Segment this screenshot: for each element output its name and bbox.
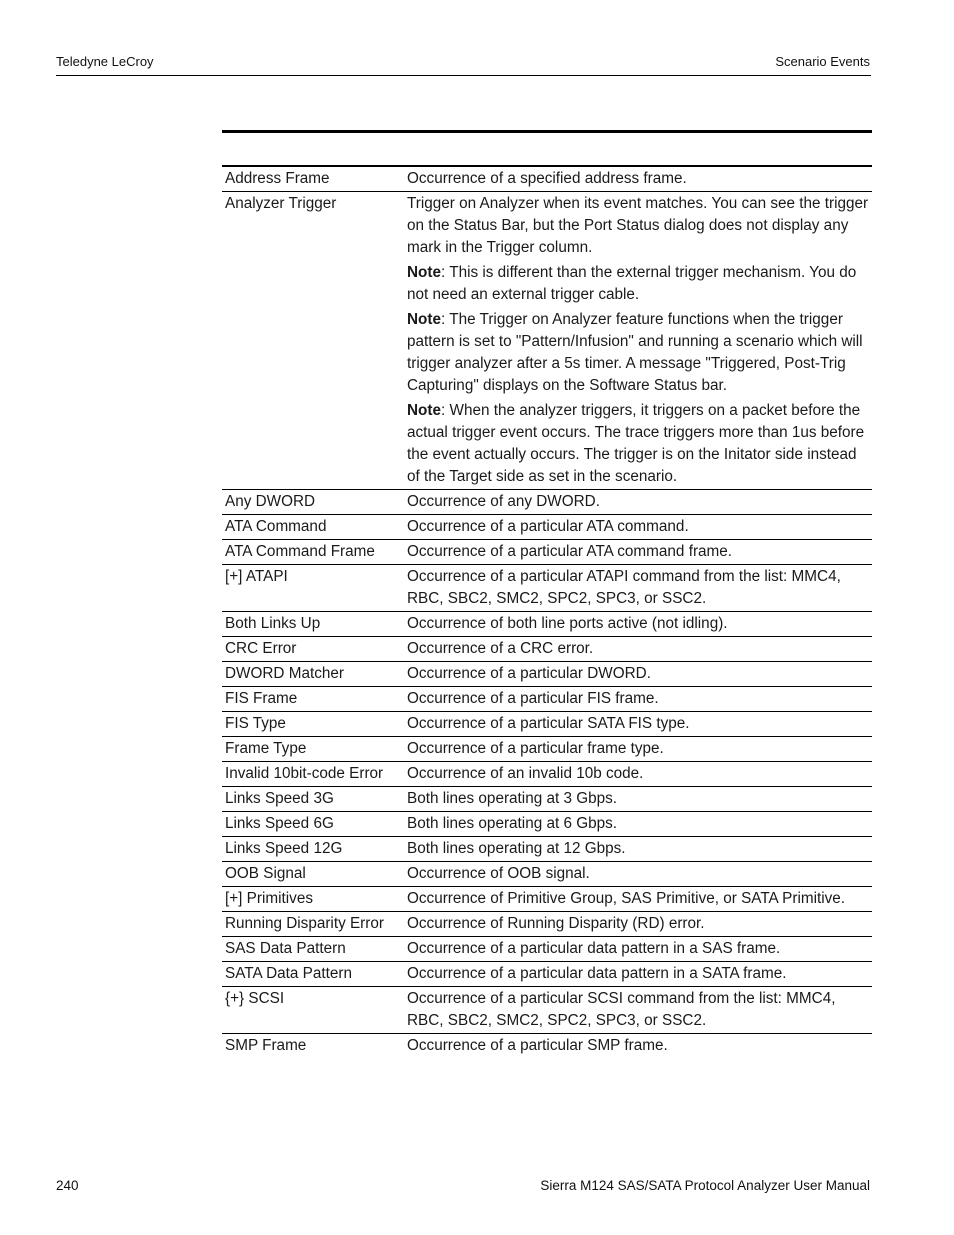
description-text: Both lines operating at 6 Gbps. [407, 815, 618, 832]
event-description [404, 812, 872, 837]
table-row [222, 987, 872, 1034]
table-row [222, 515, 872, 540]
event-name: SMP Frame [225, 1037, 307, 1054]
table-row [222, 812, 872, 837]
description-paragraph [407, 638, 869, 660]
table-row [222, 887, 872, 912]
description-paragraph [407, 888, 869, 910]
table-row [222, 787, 872, 812]
event-name: Both Links Up [225, 615, 321, 632]
description-text: Occurrence of OOB signal. [407, 865, 590, 882]
event-name: ATA Command Frame [225, 543, 375, 560]
event-description [404, 962, 872, 987]
table-row [222, 762, 872, 787]
description-text: Occurrence of both line ports active (not idling). [407, 615, 728, 632]
description-text: Occurrence of a CRC error. [407, 640, 594, 657]
description-text: Occurrence of an invalid 10b code. [407, 765, 644, 782]
event-description [404, 662, 872, 687]
description-paragraph [407, 763, 869, 785]
event-name: FIS Type [225, 715, 286, 732]
scenario-events-table [222, 165, 872, 1058]
description-paragraph [407, 663, 869, 685]
event-name: [+] Primitives [225, 890, 313, 907]
description-paragraph [407, 838, 869, 860]
note-label: Note [407, 264, 441, 281]
table-row [222, 687, 872, 712]
description-paragraph [407, 262, 869, 306]
description-text: : This is different than the external trigger mechanism. You do not need an external trigger cable. [407, 264, 857, 303]
description-paragraph [407, 988, 869, 1032]
event-name: DWORD Matcher [225, 665, 344, 682]
event-description [404, 166, 872, 192]
event-description [404, 862, 872, 887]
description-paragraph [407, 813, 869, 835]
event-description [404, 787, 872, 812]
note-label: Note [407, 311, 441, 328]
description-text: Occurrence of Primitive Group, SAS Primitive, or SATA Primitive. [407, 890, 846, 907]
description-paragraph [407, 400, 869, 488]
description-text: : When the analyzer triggers, it triggers on a packet before the actual trigger event occurs. The trace triggers more than 1us before the event actually occurs. The trigger is on the Initator side instead of the Target side as set in the scenario. [407, 402, 865, 485]
description-text: Occurrence of a particular ATA command. [407, 518, 689, 535]
description-text: Occurrence of a specified address frame. [407, 170, 687, 187]
event-description [404, 937, 872, 962]
event-name: ATA Command [225, 518, 327, 535]
table-row [222, 612, 872, 637]
description-paragraph [407, 566, 869, 610]
event-name: Address Frame [225, 170, 330, 187]
event-name: Invalid 10bit-code Error [225, 765, 384, 782]
description-paragraph [407, 963, 869, 985]
description-paragraph [407, 913, 869, 935]
event-name: FIS Frame [225, 690, 298, 707]
table-row [222, 166, 872, 192]
description-text: Occurrence of a particular SCSI command from the list: MMC4, RBC, SBC2, SMC2, SPC2, SPC3, or SSC2. [407, 990, 836, 1029]
table-row [222, 565, 872, 612]
description-text: Occurrence of a particular FIS frame. [407, 690, 659, 707]
table-row [222, 490, 872, 515]
description-text: Both lines operating at 3 Gbps. [407, 790, 618, 807]
event-description [404, 490, 872, 515]
event-description [404, 515, 872, 540]
description-text: Trigger on Analyzer when its event matches. You can see the trigger on the Status Bar, but the Port Status dialog does not display any mark in the Trigger column. [407, 195, 869, 256]
header-company: Teledyne LeCroy [56, 54, 154, 69]
table-row [222, 1034, 872, 1059]
event-description [404, 192, 872, 490]
description-text: Both lines operating at 12 Gbps. [407, 840, 626, 857]
event-name: Links Speed 6G [225, 815, 334, 832]
table-row [222, 912, 872, 937]
description-paragraph [407, 541, 869, 563]
header-section: Scenario Events [775, 54, 870, 69]
manual-title: Sierra M124 SAS/SATA Protocol Analyzer User Manual [540, 1178, 870, 1193]
description-text: : The Trigger on Analyzer feature functions when the trigger pattern is set to "Pattern/Infusion" and running a scenario which will trigger analyzer after a 5s timer. A message "Triggered, Post-Trig Capturing" displays on the Software Status bar. [407, 311, 863, 394]
description-text: Occurrence of a particular frame type. [407, 740, 664, 757]
table-top-rule [222, 130, 872, 133]
description-paragraph [407, 713, 869, 735]
table-row [222, 837, 872, 862]
description-text: Occurrence of a particular data pattern in a SAS frame. [407, 940, 781, 957]
event-name: SATA Data Pattern [225, 965, 352, 982]
event-name: Any DWORD [225, 493, 316, 510]
event-description [404, 1034, 872, 1059]
table-row [222, 737, 872, 762]
event-description [404, 687, 872, 712]
event-description [404, 887, 872, 912]
description-text: Occurrence of a particular SMP frame. [407, 1037, 668, 1054]
event-name: Running Disparity Error [225, 915, 384, 932]
description-text: Occurrence of any DWORD. [407, 493, 600, 510]
description-paragraph [407, 863, 869, 885]
table-row [222, 712, 872, 737]
description-paragraph [407, 491, 869, 513]
table-row [222, 962, 872, 987]
event-name: SAS Data Pattern [225, 940, 346, 957]
table-row [222, 637, 872, 662]
description-paragraph [407, 516, 869, 538]
description-paragraph [407, 1035, 869, 1057]
event-description [404, 612, 872, 637]
event-description [404, 712, 872, 737]
header-rule [56, 75, 871, 76]
table-row [222, 937, 872, 962]
event-description [404, 987, 872, 1034]
table-row [222, 192, 872, 490]
event-name: Analyzer Trigger [225, 195, 337, 212]
event-description [404, 565, 872, 612]
event-name: Frame Type [225, 740, 307, 757]
table-row [222, 862, 872, 887]
description-text: Occurrence of a particular DWORD. [407, 665, 651, 682]
event-description [404, 637, 872, 662]
description-paragraph [407, 168, 869, 190]
events-table-body [222, 166, 872, 1058]
description-paragraph [407, 193, 869, 259]
event-name: OOB Signal [225, 865, 306, 882]
description-text: Occurrence of a particular SATA FIS type. [407, 715, 690, 732]
description-text: Occurrence of a particular ATA command frame. [407, 543, 733, 560]
table-row [222, 662, 872, 687]
description-paragraph [407, 938, 869, 960]
event-name: CRC Error [225, 640, 297, 657]
event-name: [+] ATAPI [225, 568, 288, 585]
event-description [404, 540, 872, 565]
description-text: Occurrence of a particular data pattern in a SATA frame. [407, 965, 787, 982]
page-number: 240 [56, 1178, 79, 1193]
description-text: Occurrence of a particular ATAPI command from the list: MMC4, RBC, SBC2, SMC2, SPC2, SPC3, or SSC2. [407, 568, 841, 607]
description-paragraph [407, 309, 869, 397]
table-row [222, 540, 872, 565]
description-paragraph [407, 688, 869, 710]
event-description [404, 737, 872, 762]
description-paragraph [407, 788, 869, 810]
event-name: Links Speed 12G [225, 840, 343, 857]
event-description [404, 762, 872, 787]
event-name: Links Speed 3G [225, 790, 334, 807]
description-text: Occurrence of Running Disparity (RD) error. [407, 915, 705, 932]
description-paragraph [407, 613, 869, 635]
event-description [404, 837, 872, 862]
note-label: Note [407, 402, 441, 419]
event-name: {+} SCSI [225, 990, 285, 1007]
event-description [404, 912, 872, 937]
description-paragraph [407, 738, 869, 760]
